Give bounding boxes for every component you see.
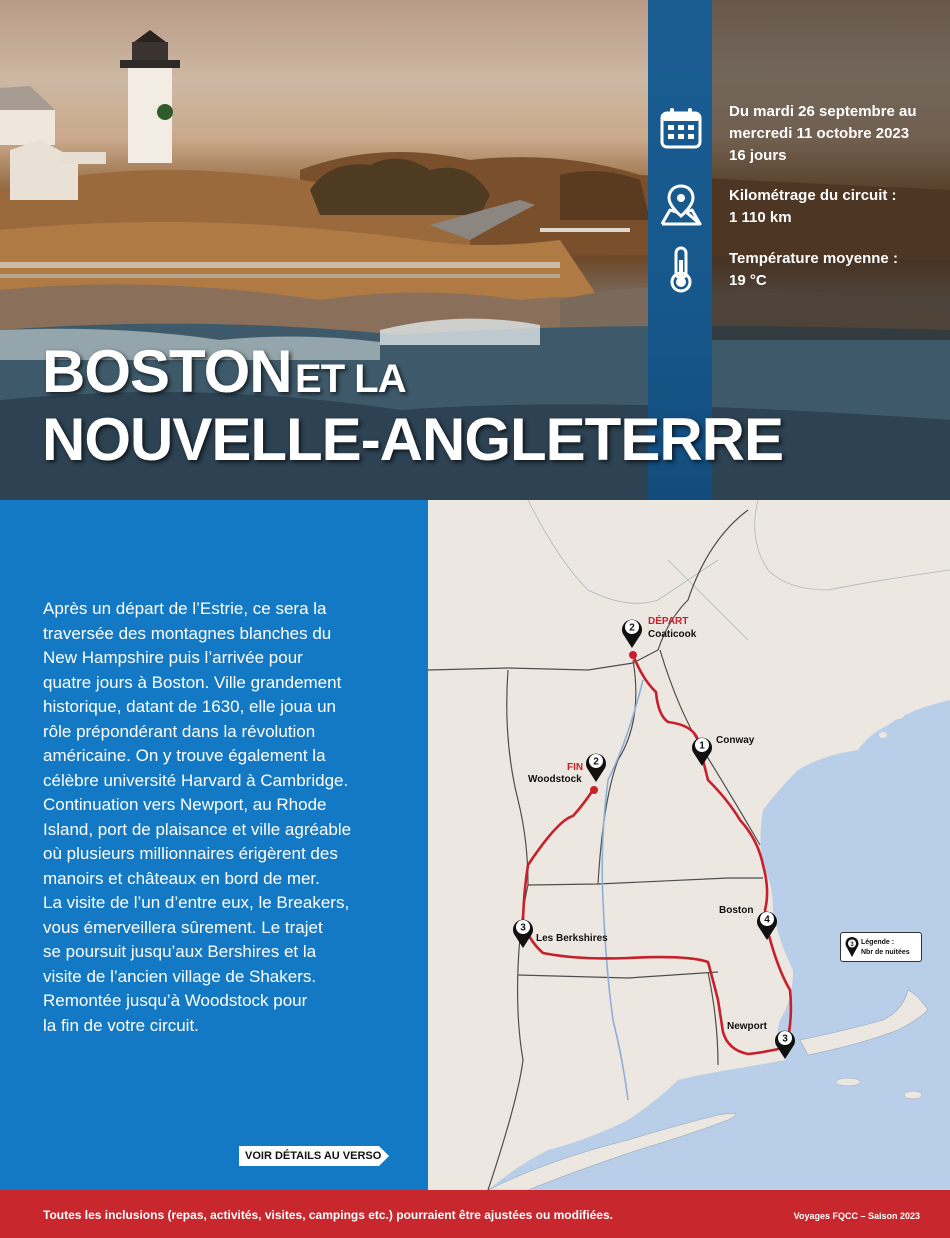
nights-conway: 1 bbox=[699, 740, 705, 752]
legend-pin-icon bbox=[845, 937, 859, 957]
ny-vt-border bbox=[507, 670, 528, 885]
title-boston: BOSTON bbox=[42, 338, 292, 405]
label-conway: Conway bbox=[716, 735, 755, 746]
nights-boston: 4 bbox=[764, 914, 770, 926]
label-boston: Boston bbox=[719, 905, 754, 916]
pin-berkshires bbox=[513, 920, 533, 948]
start-dot bbox=[629, 651, 637, 659]
distance-info bbox=[729, 185, 944, 229]
nights-newport: 3 bbox=[782, 1033, 788, 1045]
title-et-la: ET LA bbox=[295, 357, 406, 401]
footer-bar bbox=[0, 1190, 950, 1238]
distance-label: Kilométrage du circuit : bbox=[729, 187, 897, 204]
pin-coaticook bbox=[622, 620, 642, 648]
map-graphic bbox=[428, 500, 950, 1190]
dates-line2: mercredi 11 octobre 2023 bbox=[729, 125, 910, 142]
page-title bbox=[42, 338, 784, 473]
footer-credit: Voyages FQCC – Saison 2023 bbox=[793, 1211, 920, 1221]
map-legend bbox=[840, 932, 922, 962]
label-fin: FIN bbox=[567, 762, 584, 773]
trip-description: Après un départ de l’Estrie, ce sera la traversée des montagnes blanches du New Hampshire puis l’arrivée pour quatre jours à Boston. Ville grandement historique, datant de 1630, elle joua un rôle prépondérant dans la révolution américaine. On y trouve également la célèbre université Harvard à Cambridge. Continuation vers Newport, au Rhode Island, port de plaisance et ville agréable où plusieurs millionnaires érigèrent des manoirs et châteaux en bord de mer. La visite de l’un d’entre eux, le Breakers, vous émerveillera sûrement. Le trajet se poursuit jusqu’aux Bershires et la visite de l’ancien village de Shakers. Remontée jusqu’à Woodstock pour la fin de votre circuit. bbox=[43, 599, 352, 1035]
route-line bbox=[523, 655, 791, 1054]
distance-value: 1 110 km bbox=[729, 209, 792, 226]
temperature-value: 19 °C bbox=[729, 272, 767, 289]
pin-boston bbox=[757, 912, 777, 940]
hero-banner bbox=[0, 0, 950, 500]
legend-title: Légende : bbox=[861, 939, 895, 946]
legend-text: Nbr de nuitées bbox=[861, 949, 910, 956]
footer-note: Toutes les inclusions (repas, activités, visites, campings etc.) pourraient être ajustées ou modifiées. bbox=[43, 1208, 613, 1222]
nights-woodstock: 2 bbox=[593, 756, 599, 768]
label-coaticook: Coaticook bbox=[648, 629, 697, 640]
legend-nights: 3 bbox=[850, 942, 854, 948]
map-pin-icon bbox=[656, 180, 706, 230]
label-newport: Newport bbox=[727, 1021, 767, 1032]
label-depart: DÉPART bbox=[648, 616, 689, 627]
mass-north-border bbox=[528, 878, 763, 885]
dates-info bbox=[729, 101, 944, 167]
details-verso-button[interactable] bbox=[239, 1146, 389, 1166]
nh-vt-border bbox=[598, 660, 636, 884]
dates-line1: Du mardi 26 septembre au bbox=[729, 103, 917, 120]
pin-woodstock bbox=[586, 754, 606, 782]
ct-ri-border bbox=[708, 972, 718, 1065]
dates-duration: 16 jours bbox=[729, 147, 787, 164]
pin-conway bbox=[692, 738, 712, 766]
connecticut-river bbox=[602, 680, 643, 1100]
title-nouvelle-angleterre: NOUVELLE-ANGLETERRE bbox=[42, 406, 784, 473]
nights-berkshires: 3 bbox=[520, 922, 526, 934]
temperature-label: Température moyenne : bbox=[729, 250, 898, 267]
nights-coaticook: 2 bbox=[629, 622, 635, 634]
label-woodstock: Woodstock bbox=[528, 774, 582, 785]
thermometer-icon bbox=[656, 244, 706, 294]
mass-south-border bbox=[518, 972, 718, 978]
route-map bbox=[428, 500, 950, 1190]
calendar-icon bbox=[656, 104, 706, 154]
details-button-label: VOIR DÉTAILS AU VERSO bbox=[245, 1150, 382, 1162]
temperature-info bbox=[729, 248, 944, 292]
end-dot bbox=[590, 786, 598, 794]
label-berkshires: Les Berkshires bbox=[536, 933, 608, 944]
